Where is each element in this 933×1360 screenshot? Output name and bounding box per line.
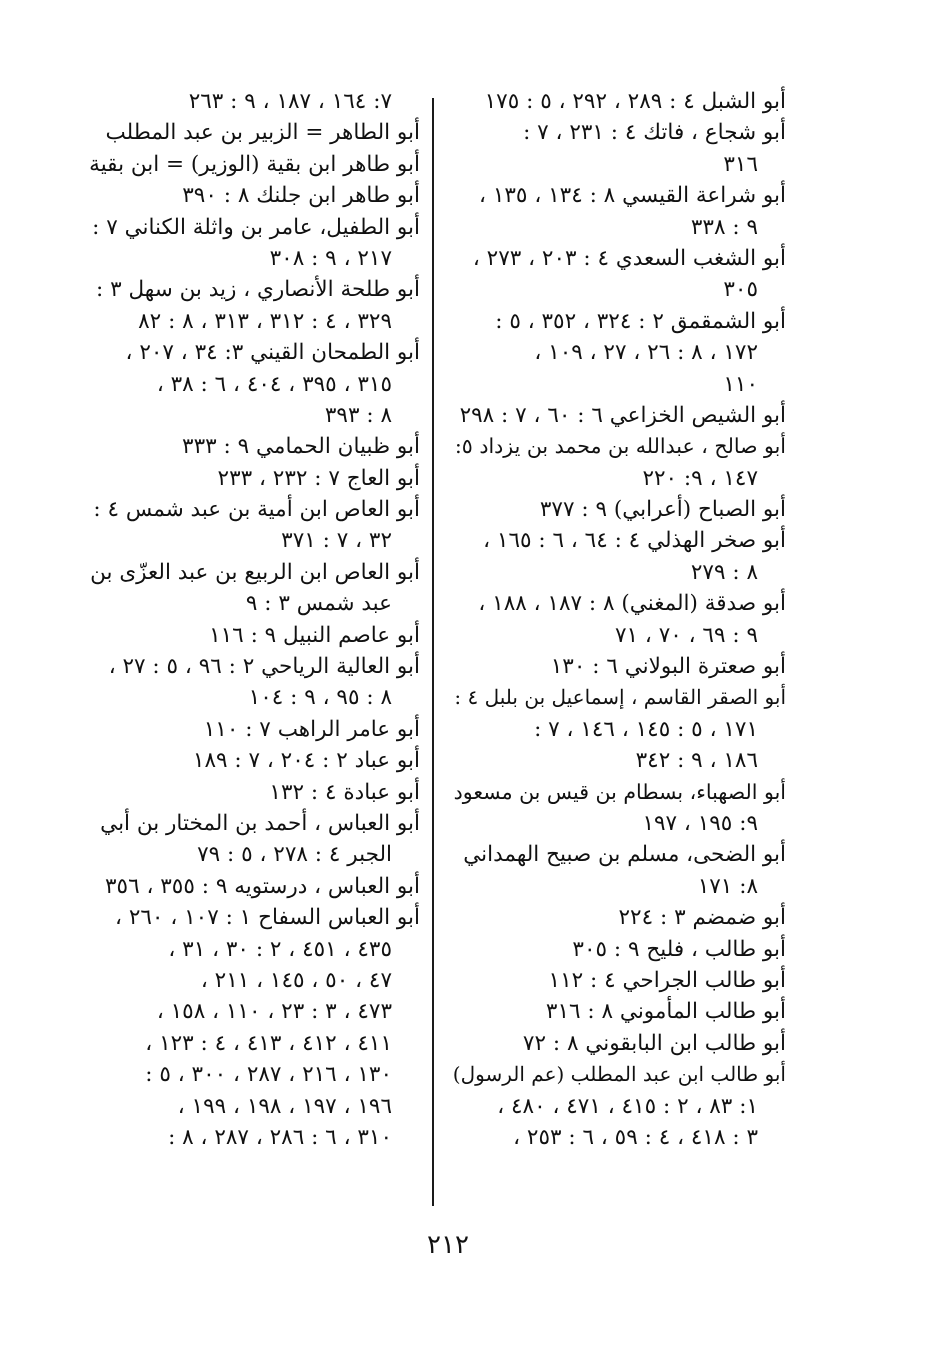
index-entry-continuation: ١٧١ ، ٥ : ١٤٥ ، ١٤٦ ، ٧ : <box>534 716 758 742</box>
index-entry: أبو العباس السفاح ١ : ١٠٧ ، ٢٦٠ ، <box>115 905 420 931</box>
index-entry-continuation: ٨ : ٣٩٣ <box>324 402 392 428</box>
index-entry: أبو الصباح (أعرابي) ٩ : ٣٧٧ <box>539 497 786 523</box>
index-entry: أبو العباس ، درستويه ٩ : ٣٥٥ ، ٣٥٦ <box>104 873 420 899</box>
index-entry-continuation: ٤١١ ، ٤١٢ ، ٤١٣ ، ٤ : ١٢٣ ، <box>145 1030 392 1056</box>
index-entry-continuation: ١٩٦ ، ١٩٧ ، ١٩٨ ، ١٩٩ ، <box>177 1093 392 1119</box>
index-entry-continuation: ٣ : ٤١٨ ، ٤ : ٥٩ ، ٦ : ٢٥٣ ، <box>513 1124 758 1150</box>
index-entry: أبو طالب ابن عبد المطلب (عم الرسول) <box>452 1062 786 1087</box>
index-entry: أبو الصقر القاسم ، إسماعيل بن بلبل ٤ : <box>454 685 786 710</box>
index-entry-continuation: ٨: ١٧١ <box>697 873 758 899</box>
index-entry: أبو الصهباء، بسطام بن قيس بن مسعود <box>453 779 786 804</box>
index-entry-continuation: ٨ : ٢٧٩ <box>690 559 758 585</box>
index-entry-continuation: ١٨٦ ، ٩ : ٣٤٢ <box>635 748 758 774</box>
index-entry: أبو طالب ابن البابقوني ٨ : ٧٢ <box>522 1030 786 1056</box>
index-entry-continuation: ٣٠٥ <box>723 277 758 303</box>
index-column-left <box>78 86 420 1153</box>
index-entry: أبو عاصم النبيل ٩ : ١١٦ <box>209 622 420 648</box>
index-entry-continuation: ٩: ١٩٥ ، ١٩٧ <box>642 810 758 836</box>
index-entry: أبو شجاع ، فاتك ٤ : ٢٣١ ، ٧ : <box>523 120 786 146</box>
index-entry: أبو الضحى، مسلم بن صبيح الهمداني <box>463 842 786 868</box>
index-entry: الجبر ٤ : ٢٧٨ ، ٥ : ٧٩ <box>197 842 392 868</box>
index-entry: أبو الطاهر = الزبير بن عبد المطلب <box>105 120 420 146</box>
index-entry-continuation: ٧: ١٦٤ ، ١٨٧ ، ٩ : ٢٦٣ <box>188 89 392 114</box>
page-number: ٢١٢ <box>427 1230 469 1260</box>
index-entry: أبو ضمضم ٣ : ٢٢٤ <box>618 905 786 931</box>
index-entry: أبو صخر الهذلي ٤ : ٦٤ ، ٦ : ١٦٥ ، <box>483 528 786 554</box>
index-entry: أبو صالح ، عبدالله بن محمد بن يزداد ٥: <box>454 434 786 459</box>
index-entry: أبو الشيص الخزاعي ٦ : ٦٠ ، ٧ : ٢٩٨ <box>459 402 786 428</box>
index-entry-continuation: ٤٧ ، ٥٠ ، ١٤٥ ، ٢١١ ، <box>200 967 392 993</box>
index-entry: أبو العالية الرياحي ٢ : ٩٦ ، ٥ : ٢٧ ، <box>108 654 420 680</box>
index-entry: أبو العاص ابن أمية بن عبد شمس ٤ : <box>93 497 420 523</box>
column-divider <box>432 98 434 1206</box>
index-entry-continuation: ٤٣٥ ، ٤٥١ ، ٢ : ٣٠ ، ٣١ ، <box>168 936 392 962</box>
index-entry: أبو عامر الراهب ٧ : ١١٠ <box>203 716 420 742</box>
index-entry: أبو شراعة القيسي ٨ : ١٣٤ ، ١٣٥ ، <box>479 183 786 209</box>
index-entry-continuation: ١١٠ <box>723 371 758 397</box>
index-entry-continuation: ١٧٢ ، ٨ : ٢٦ ، ٢٧ ، ١٠٩ ، <box>534 340 758 366</box>
index-entry: أبو صدقة (المغني) ٨ : ١٨٧ ، ١٨٨ ، <box>478 591 786 617</box>
index-entry-continuation: ١٣٠ ، ٢١٦ ، ٢٨٧ ، ٣٠٠ ، ٥ : <box>145 1062 392 1088</box>
index-entry-continuation: ٩ : ٣٣٨ <box>690 214 758 240</box>
index-entry: أبو ظبيان الحمامي ٩ : ٣٣٣ <box>182 434 420 460</box>
index-entry: أبو طاهر ابن بقية (الوزير) = ابن بقية <box>89 151 420 177</box>
index-entry-continuation: ٣٢ ، ٧ : ٣٧١ <box>281 528 392 554</box>
index-column-right <box>450 86 786 1153</box>
index-entry-continuation: ٤٧٣ ، ٣ : ٢٣ ، ١١٠ ، ١٥٨ ، <box>156 999 392 1025</box>
index-entry-continuation: ٩ : ٦٩ ، ٧٠ ، ٧١ <box>614 622 758 648</box>
index-entry-continuation: ٣٢٩ ، ٤ : ٣١٢ ، ٣١٣ ، ٨ : ٨٢ <box>138 308 392 334</box>
index-entry-continuation: ٨ : ٩٥ ، ٩ : ١٠٤ <box>248 685 392 711</box>
index-entry: أبو طالب الجراحي ٤ : ١١٢ <box>548 967 786 993</box>
index-entry: أبو عبادة ٤ : ١٣٢ <box>269 779 420 805</box>
index-entry-continuation: ٣١٠ ، ٦ : ٢٨٦ ، ٢٨٧ ، ٨ : <box>168 1124 392 1150</box>
index-entry: عبد شمس ٣ : ٩ <box>245 591 392 617</box>
index-entry: أبو طالب المأموني ٨ : ٣١٦ <box>545 999 786 1025</box>
index-entry: أبو طلحة الأنصاري ، زيد بن سهل ٣ : <box>96 277 420 303</box>
index-entry-continuation: ٣١٦ <box>723 151 758 177</box>
index-entry: أبو صعترة البولاني ٦ : ١٣٠ <box>550 654 786 680</box>
index-entry: أبو الشمقمق ٢ : ٣٢٤ ، ٣٥٢ ، ٥ : <box>495 308 786 334</box>
index-entry-continuation: ٢١٧ ، ٩ : ٣٠٨ <box>269 245 392 271</box>
index-entry: أبو طاهر ابن جلنك ٨ : ٣٩٠ <box>182 183 420 209</box>
index-entry: أبو الشبل ٤ : ٢٨٩ ، ٢٩٢ ، ٥ : ١٧٥ <box>484 89 786 114</box>
index-entry-continuation: ٣١٥ ، ٣٩٥ ، ٤٠٤ ، ٦ : ٣٨ ، <box>156 371 392 397</box>
index-entry: أبو الطمحان القيني ٣: ٣٤ ، ٢٠٧ ، <box>125 340 420 366</box>
index-entry: أبو الطفيل، عامر بن واثلة الكناني ٧ : <box>92 214 420 240</box>
index-entry: أبو العاص ابن الربيع بن عبد العزّى بن <box>90 559 420 585</box>
index-entry-continuation: ١٤٧ ، ٩: ٢٢٠ <box>642 465 758 491</box>
index-entry: أبو الشغب السعدي ٤ : ٢٠٣ ، ٢٧٣ ، <box>472 245 786 271</box>
index-entry-continuation: ١: ٨٣ ، ٢ : ٤١٥ ، ٤٧١ ، ٤٨٠ ، <box>497 1093 758 1119</box>
index-entry: أبو العاج ٧ : ٢٣٢ ، ٢٣٣ <box>217 465 420 491</box>
index-entry: أبو عباد ٢ : ٢٠٤ ، ٧ : ١٨٩ <box>192 748 420 774</box>
index-entry: أبو العباس ، أحمد بن المختار بن أبي <box>100 810 420 836</box>
index-entry: أبو طالب ، فليح ٩ : ٣٠٥ <box>572 936 786 962</box>
